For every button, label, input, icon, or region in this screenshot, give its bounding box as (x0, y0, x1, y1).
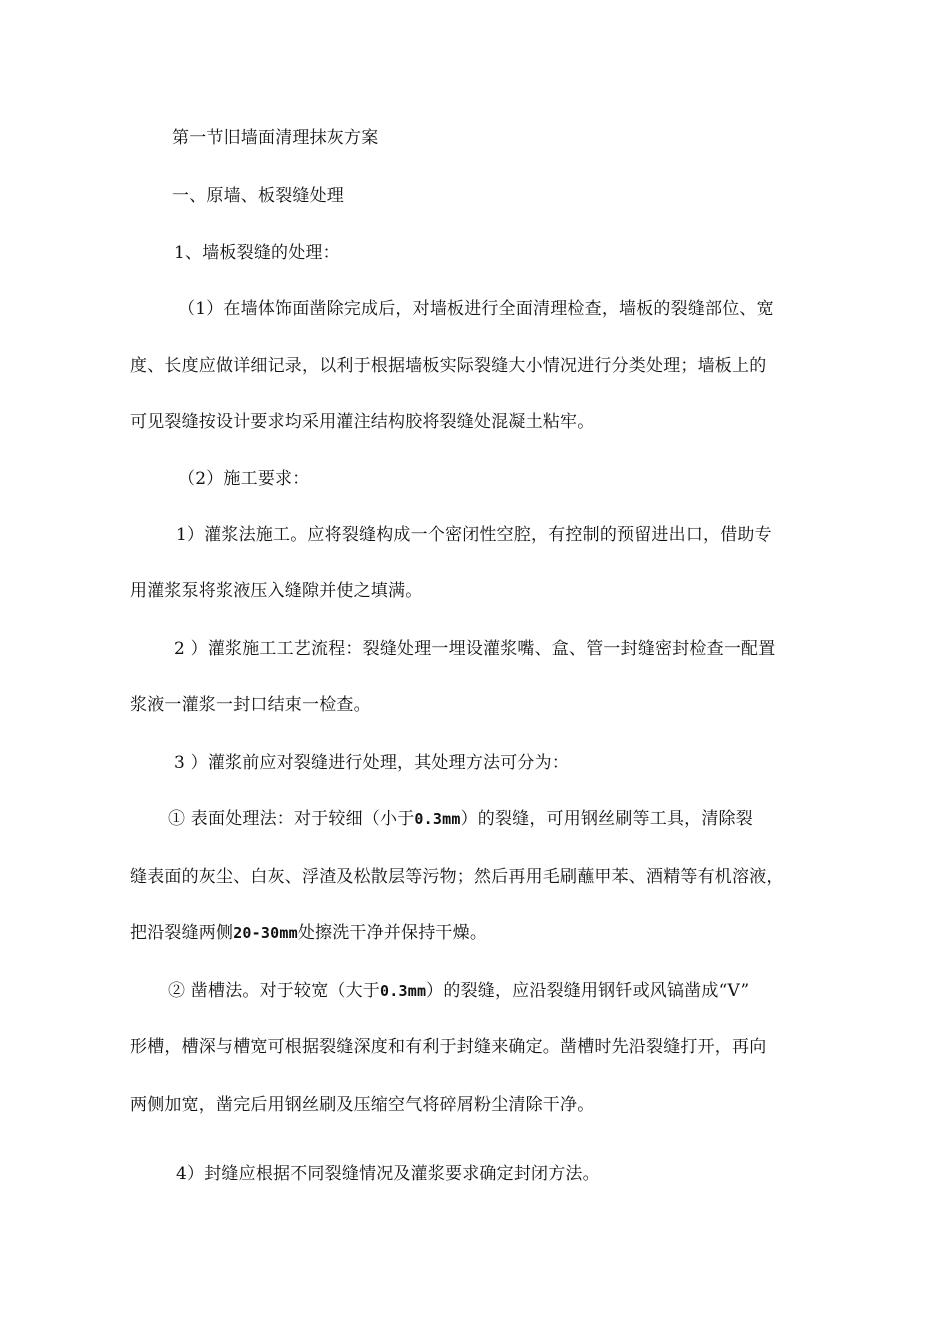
method-2-size: 0.3mm (380, 982, 427, 1000)
method-1-size: 0.3mm (414, 810, 461, 828)
paragraph-1-line-1: （1）在墙体饰面凿除完成后，对墙板进行全面清理检查，墙板的裂缝部位、宽 (178, 299, 774, 319)
method-1-line-2: 缝表面的灰尘、白灰、浮渣及松散层等污物；然后再用毛刷蘸甲苯、酒精等有机溶液， (130, 867, 784, 887)
method-1-range: 20-30mm (233, 924, 298, 942)
method-1-line-3-post: 处擦洗干净并保持干燥。 (297, 923, 488, 943)
method-2-line-1 (168, 980, 898, 1002)
method-2-line-2: 形槽，槽深与槽宽可根据裂缝深度和有利于封缝来确定。凿槽时先沿裂缝打开，再向 (130, 1037, 767, 1057)
paragraph-1-line-3: 可见裂缝按设计要求均采用灌注结构胶将裂缝处混凝土粘牢。 (130, 412, 595, 432)
paragraph-1-line-2: 度、长度应做详细记录，以利于根据墙板实际裂缝大小情况进行分类处理；墙板上的 (130, 356, 767, 376)
method-1-line-1 (168, 808, 898, 830)
item-1-line-1: 1）灌浆法施工。应将裂缝构成一个密闭性空腔，有控制的预留进出口，借助专 (176, 525, 772, 545)
section-title: 第一节旧墙面清理抹灰方案 (172, 128, 379, 148)
item-3: 3 ）灌浆前应对裂缝进行处理，其处理方法可分为： (174, 753, 570, 773)
paragraph-2: （2）施工要求： (178, 469, 310, 489)
item-2-line-2: 浆液一灌浆一封口结束一检查。 (130, 695, 371, 715)
item-4: 4）封缝应根据不同裂缝情况及灌浆要求确定封闭方法。 (176, 1164, 600, 1184)
method-2-line-3: 两侧加宽，凿完后用钢丝刷及压缩空气将碎屑粉尘清除干净。 (130, 1095, 595, 1115)
item-2-line-1: 2 ）灌浆施工工艺流程：裂缝处理一埋设灌浆嘴、盒、管一封缝密封检查一配置 (174, 639, 776, 659)
item-1-line-2: 用灌浆泵将浆液压入缝隙并使之填满。 (130, 581, 423, 601)
heading-crack-treatment: 一、原墙、板裂缝处理 (172, 186, 344, 206)
method-1-line-3 (130, 922, 860, 944)
subheading-wall-crack: 1、墙板裂缝的处理： (174, 243, 340, 263)
method-2-rest: ）的裂缝，应沿裂缝用钢钎或风镐凿成“V” (426, 981, 750, 1001)
method-2-label: ② 凿槽法。对于较宽（大于 (168, 981, 381, 1001)
method-1-rest: ）的裂缝，可用钢丝刷等工具，清除裂 (460, 809, 753, 829)
method-1-label: ① 表面处理法：对于较细（小于 (168, 809, 415, 829)
method-1-line-3-pre: 把沿裂缝两侧 (130, 923, 234, 943)
